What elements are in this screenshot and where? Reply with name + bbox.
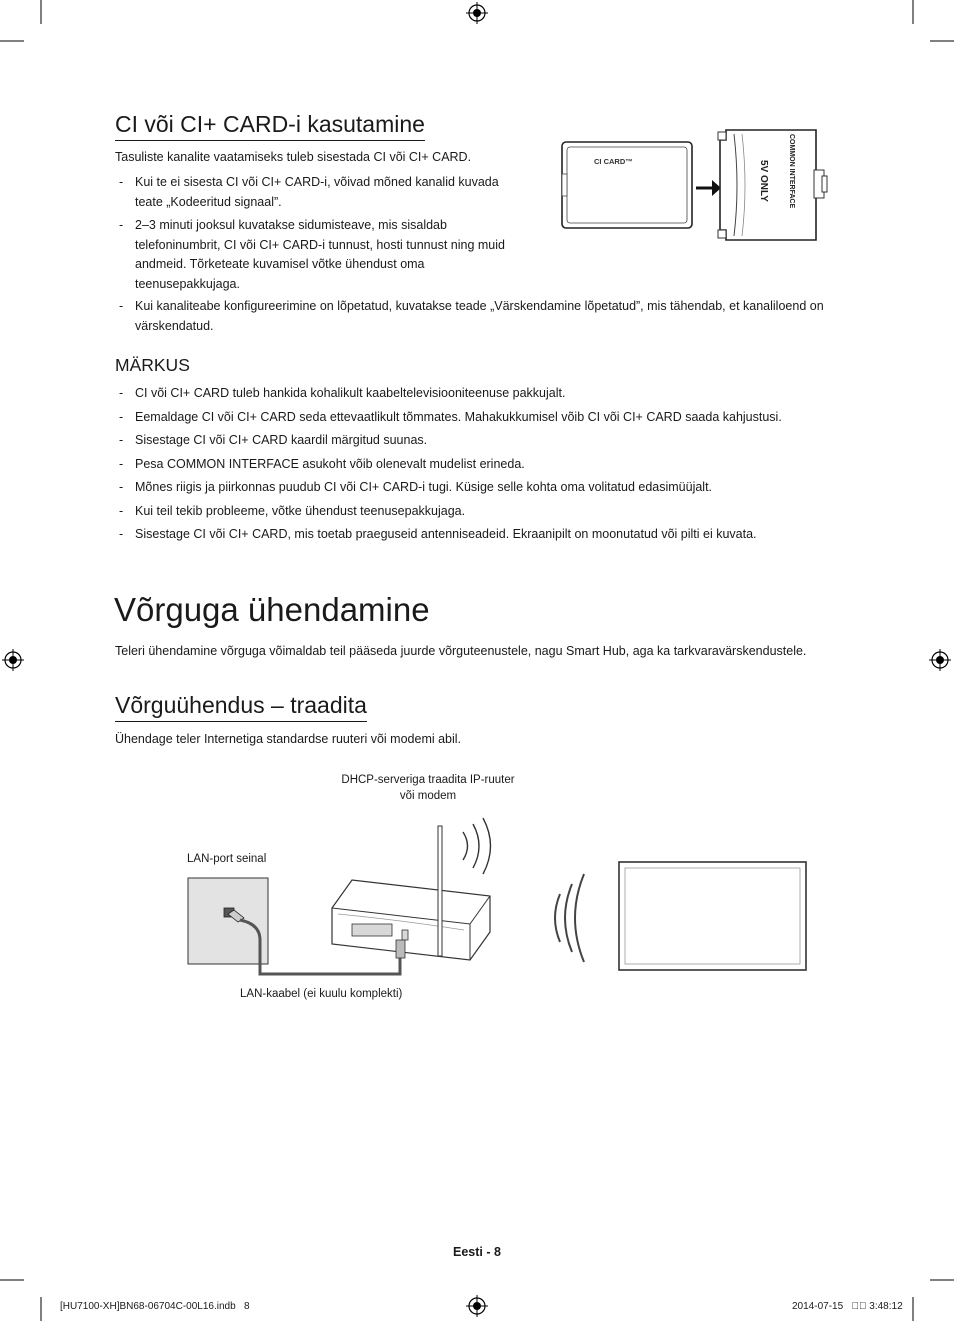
list-item: - Eemaldage CI või CI+ CARD seda ettevaatlikult tõmmates. Mahakukkumisel võib CI või CI+ CARD saada kahjustusi. [115,408,855,428]
note-title: MÄRKUS [115,355,190,375]
router-label-line-2: või modem [399,790,457,802]
ci-card-label: CI CARD™ [594,157,633,166]
footer-file: [HU7100-XH]BN68-06704C-00L16.indb 8 [60,1301,250,1312]
list-item: - 2–3 minuti jooksul kuvatakse sidumisteave, mis sisaldab telefoninumbrit, CI või CI+ CARD-i tunnust, hosti tunnust ning muid andmeid. Tõrketeate kuvamisel võtke ühendust oma teenusepakkujaga. [115,216,515,294]
network-section-title: Võrguga ühendamine [114,591,430,628]
wifi-signal-icon [555,874,584,962]
page-number: Eesti - 8 [453,1245,501,1259]
registration-mark-top-icon [466,2,488,24]
slot-label-5v-only: 5V ONLY [758,160,769,202]
wall-lan-port-icon [188,878,268,964]
ci-card-icon [562,142,692,228]
registration-mark-bottom-icon [466,1295,488,1317]
router-label [318,772,538,804]
list-item: - CI või CI+ CARD tuleb hankida kohalikult kaabeltelevisiooniteenuse pakkujalt. [115,384,855,404]
list-item: - Mõnes riigis ja piirkonnas puudub CI või CI+ CARD-i tugi. Küsige selle kohta oma volitatud edasimüüjalt. [115,478,855,498]
lan-cable-label: LAN-kaabel (ei kuulu komplekti) [240,988,403,1000]
ci-list [115,173,515,294]
wireless-intro: Ühendage teler Internetiga standardse ruuteri või modemi abil. [115,732,462,746]
wireless-section-title: Võrguühendus – traadita [115,692,367,722]
footer-date: 2014-07-15 ￿￿ 3:48:12 [792,1301,903,1312]
wall-port-label: LAN-port seinal [187,853,267,865]
list-item: - Sisestage CI või CI+ CARD kaardil märgitud suunas. [115,431,855,451]
list-item: - Kui teil tekib probleeme, võtke ühendust teenusepakkujaga. [115,502,855,522]
insert-arrow-icon [696,180,721,196]
ci-intro: Tasuliste kanalite vaatamiseks tuleb sisestada CI või CI+ CARD. [115,150,472,164]
list-item: - Kui kanaliteabe konfigureerimine on lõpetatud, kuvatakse teade „Värskendamine lõpetatud”, mis tähendab, et kanaliloend on värskendatud. [115,297,845,336]
list-item: - Kui te ei sisesta CI või CI+ CARD-i, võivad mõned kanalid kuvada teate „Kodeeritud signaal”. [115,173,515,212]
list-item: - Sisestage CI või CI+ CARD, mis toetab praeguseid antenniseadeid. Ekraanipilt on moonutatud või pilti ei kuvata. [115,525,855,545]
ci-list-wide [115,297,845,336]
router-label-line-1: DHCP-serveriga traadita IP-ruuter [341,774,515,786]
network-intro: Teleri ühendamine võrguga võimaldab teil pääseda juurde võrguteenustele, nagu Smart Hub, aga ka tarkvaravärskendustele. [115,644,807,658]
slot-label-common-interface: COMMON INTERFACE [788,134,795,209]
list-item: - Pesa COMMON INTERFACE asukoht võib olenevalt mudelist erineda. [115,455,855,475]
note-list [115,384,855,545]
wireless-diagram [180,810,820,980]
ci-slot-icon [718,130,827,240]
router-icon [332,818,491,960]
tv-icon [619,862,806,970]
ci-section-title: CI või CI+ CARD-i kasutamine [115,111,425,141]
registration-mark-left-icon [2,649,24,671]
registration-mark-right-icon [929,649,951,671]
